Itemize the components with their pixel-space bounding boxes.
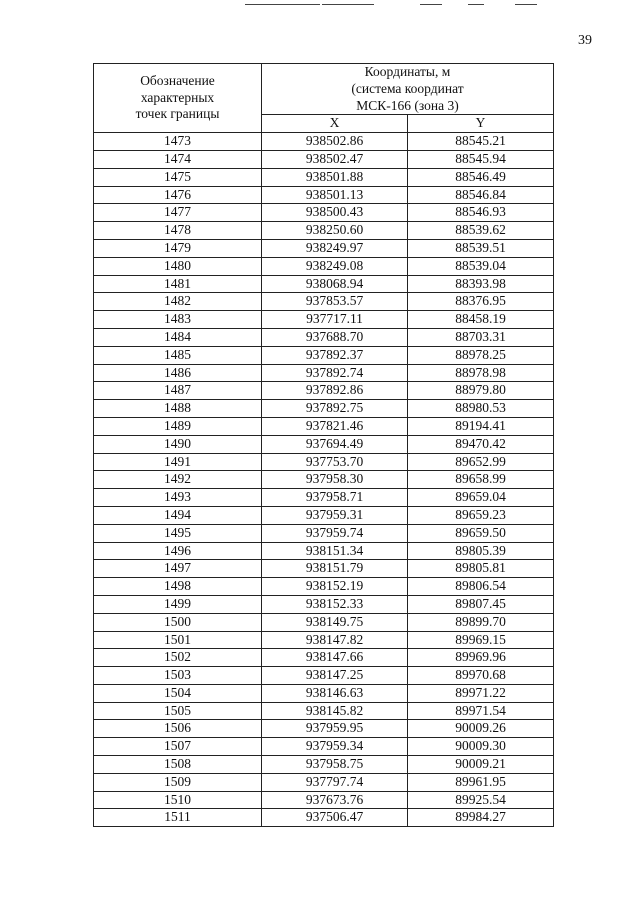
- table-row: [94, 257, 554, 275]
- point-id-cell: 1484: [94, 328, 262, 346]
- x-coordinate-cell: 938501.88: [262, 168, 408, 186]
- y-coordinate-cell: 89805.81: [408, 560, 554, 578]
- table-row: [94, 595, 554, 613]
- y-coordinate-cell: 88545.21: [408, 133, 554, 151]
- point-id-cell: 1495: [94, 524, 262, 542]
- y-coordinate-cell: 89194.41: [408, 417, 554, 435]
- table-row: [94, 204, 554, 222]
- x-coordinate-cell: 937959.74: [262, 524, 408, 542]
- table-row: [94, 720, 554, 738]
- header-coordinates: [262, 64, 554, 115]
- point-id-cell: 1479: [94, 239, 262, 257]
- y-coordinate-cell: 88539.51: [408, 239, 554, 257]
- x-coordinate-cell: 937853.57: [262, 293, 408, 311]
- point-id-cell: 1489: [94, 417, 262, 435]
- y-coordinate-cell: 90009.30: [408, 738, 554, 756]
- table-body: [94, 133, 554, 827]
- x-coordinate-cell: 938502.47: [262, 150, 408, 168]
- y-coordinate-cell: 88539.04: [408, 257, 554, 275]
- x-coordinate-cell: 938152.33: [262, 595, 408, 613]
- table-row: [94, 328, 554, 346]
- y-coordinate-cell: 88545.94: [408, 150, 554, 168]
- y-coordinate-cell: 88703.31: [408, 328, 554, 346]
- point-id-cell: 1502: [94, 649, 262, 667]
- y-coordinate-cell: 89984.27: [408, 809, 554, 827]
- table-row: [94, 667, 554, 685]
- table-row: [94, 453, 554, 471]
- point-id-cell: 1509: [94, 773, 262, 791]
- header-coords-line: (система координат: [351, 80, 464, 96]
- x-coordinate-cell: 938151.34: [262, 542, 408, 560]
- point-id-cell: 1496: [94, 542, 262, 560]
- point-id-cell: 1492: [94, 471, 262, 489]
- header-y: Y: [408, 115, 554, 133]
- y-coordinate-cell: 88978.98: [408, 364, 554, 382]
- table-row: [94, 791, 554, 809]
- x-coordinate-cell: 938152.19: [262, 578, 408, 596]
- table-row: [94, 222, 554, 240]
- table-row: [94, 506, 554, 524]
- x-coordinate-cell: 937959.95: [262, 720, 408, 738]
- point-id-cell: 1486: [94, 364, 262, 382]
- x-coordinate-cell: 937892.37: [262, 346, 408, 364]
- x-coordinate-cell: 937688.70: [262, 328, 408, 346]
- point-id-cell: 1504: [94, 684, 262, 702]
- table-row: [94, 364, 554, 382]
- table-row: [94, 133, 554, 151]
- y-coordinate-cell: 88979.80: [408, 382, 554, 400]
- table-row: [94, 560, 554, 578]
- y-coordinate-cell: 89659.23: [408, 506, 554, 524]
- x-coordinate-cell: 937958.75: [262, 756, 408, 774]
- x-coordinate-cell: 937753.70: [262, 453, 408, 471]
- x-coordinate-cell: 937797.74: [262, 773, 408, 791]
- point-id-cell: 1497: [94, 560, 262, 578]
- point-id-cell: 1493: [94, 489, 262, 507]
- header-point-designation: [94, 64, 262, 133]
- point-id-cell: 1494: [94, 506, 262, 524]
- point-id-cell: 1481: [94, 275, 262, 293]
- y-coordinate-cell: 88546.93: [408, 204, 554, 222]
- y-coordinate-cell: 89807.45: [408, 595, 554, 613]
- y-coordinate-cell: 88546.49: [408, 168, 554, 186]
- y-coordinate-cell: 89659.50: [408, 524, 554, 542]
- y-coordinate-cell: 89652.99: [408, 453, 554, 471]
- scan-artifact-lines: [0, 4, 640, 10]
- table-row: [94, 168, 554, 186]
- point-id-cell: 1478: [94, 222, 262, 240]
- point-id-cell: 1498: [94, 578, 262, 596]
- header-point-line: характерных: [140, 89, 215, 105]
- x-coordinate-cell: 937958.71: [262, 489, 408, 507]
- point-id-cell: 1477: [94, 204, 262, 222]
- table-row: [94, 702, 554, 720]
- table-row: [94, 542, 554, 560]
- x-coordinate-cell: 938250.60: [262, 222, 408, 240]
- table-row: [94, 275, 554, 293]
- x-coordinate-cell: 937959.34: [262, 738, 408, 756]
- table-row: [94, 311, 554, 329]
- table-row: [94, 382, 554, 400]
- y-coordinate-cell: 89970.68: [408, 667, 554, 685]
- table-row: [94, 631, 554, 649]
- point-id-cell: 1483: [94, 311, 262, 329]
- page-number: 39: [578, 33, 592, 48]
- point-id-cell: 1508: [94, 756, 262, 774]
- table-row: [94, 186, 554, 204]
- table-row: [94, 738, 554, 756]
- point-id-cell: 1485: [94, 346, 262, 364]
- y-coordinate-cell: 88546.84: [408, 186, 554, 204]
- table-row: [94, 150, 554, 168]
- y-coordinate-cell: 89470.42: [408, 435, 554, 453]
- table-row: [94, 809, 554, 827]
- table-row: [94, 578, 554, 596]
- x-coordinate-cell: 937892.86: [262, 382, 408, 400]
- header-point-line: точек границы: [135, 106, 220, 122]
- table-row: [94, 613, 554, 631]
- point-id-cell: 1490: [94, 435, 262, 453]
- x-coordinate-cell: 938149.75: [262, 613, 408, 631]
- x-coordinate-cell: 938502.86: [262, 133, 408, 151]
- x-coordinate-cell: 938249.08: [262, 257, 408, 275]
- x-coordinate-cell: 938249.97: [262, 239, 408, 257]
- y-coordinate-cell: 89961.95: [408, 773, 554, 791]
- point-id-cell: 1488: [94, 400, 262, 418]
- y-coordinate-cell: 88539.62: [408, 222, 554, 240]
- y-coordinate-cell: 90009.26: [408, 720, 554, 738]
- point-id-cell: 1482: [94, 293, 262, 311]
- x-coordinate-cell: 938500.43: [262, 204, 408, 222]
- header-coords-line: МСК-166 (зона 3): [356, 97, 459, 113]
- point-id-cell: 1503: [94, 667, 262, 685]
- x-coordinate-cell: 938147.25: [262, 667, 408, 685]
- header-point-line: Обозначение: [140, 72, 215, 88]
- point-id-cell: 1473: [94, 133, 262, 151]
- y-coordinate-cell: 90009.21: [408, 756, 554, 774]
- x-coordinate-cell: 937892.75: [262, 400, 408, 418]
- y-coordinate-cell: 88376.95: [408, 293, 554, 311]
- y-coordinate-cell: 89971.54: [408, 702, 554, 720]
- y-coordinate-cell: 88393.98: [408, 275, 554, 293]
- y-coordinate-cell: 89899.70: [408, 613, 554, 631]
- x-coordinate-cell: 937717.11: [262, 311, 408, 329]
- coordinates-table: [93, 63, 554, 827]
- x-coordinate-cell: 938151.79: [262, 560, 408, 578]
- x-coordinate-cell: 937821.46: [262, 417, 408, 435]
- point-id-cell: 1474: [94, 150, 262, 168]
- point-id-cell: 1510: [94, 791, 262, 809]
- x-coordinate-cell: 937694.49: [262, 435, 408, 453]
- x-coordinate-cell: 937506.47: [262, 809, 408, 827]
- x-coordinate-cell: 938145.82: [262, 702, 408, 720]
- y-coordinate-cell: 89659.04: [408, 489, 554, 507]
- y-coordinate-cell: 89806.54: [408, 578, 554, 596]
- x-coordinate-cell: 938147.82: [262, 631, 408, 649]
- table-row: [94, 239, 554, 257]
- table-row: [94, 417, 554, 435]
- x-coordinate-cell: 937959.31: [262, 506, 408, 524]
- table-row: [94, 684, 554, 702]
- x-coordinate-cell: 938146.63: [262, 684, 408, 702]
- table-row: [94, 471, 554, 489]
- y-coordinate-cell: 89658.99: [408, 471, 554, 489]
- x-coordinate-cell: 938147.66: [262, 649, 408, 667]
- table-row: [94, 756, 554, 774]
- point-id-cell: 1507: [94, 738, 262, 756]
- table-row: [94, 649, 554, 667]
- table-row: [94, 293, 554, 311]
- point-id-cell: 1475: [94, 168, 262, 186]
- table-row: [94, 400, 554, 418]
- header-coords-line: Координаты, м: [364, 64, 451, 79]
- point-id-cell: 1499: [94, 595, 262, 613]
- y-coordinate-cell: 89805.39: [408, 542, 554, 560]
- point-id-cell: 1511: [94, 809, 262, 827]
- x-coordinate-cell: 937673.76: [262, 791, 408, 809]
- table-row: [94, 524, 554, 542]
- y-coordinate-cell: 88978.25: [408, 346, 554, 364]
- y-coordinate-cell: 89969.15: [408, 631, 554, 649]
- y-coordinate-cell: 89971.22: [408, 684, 554, 702]
- point-id-cell: 1476: [94, 186, 262, 204]
- point-id-cell: 1501: [94, 631, 262, 649]
- header-x: X: [262, 115, 408, 133]
- point-id-cell: 1487: [94, 382, 262, 400]
- table-row: [94, 773, 554, 791]
- y-coordinate-cell: 88458.19: [408, 311, 554, 329]
- x-coordinate-cell: 937958.30: [262, 471, 408, 489]
- y-coordinate-cell: 89969.96: [408, 649, 554, 667]
- y-coordinate-cell: 88980.53: [408, 400, 554, 418]
- y-coordinate-cell: 89925.54: [408, 791, 554, 809]
- table-row: [94, 489, 554, 507]
- x-coordinate-cell: 937892.74: [262, 364, 408, 382]
- point-id-cell: 1505: [94, 702, 262, 720]
- x-coordinate-cell: 938501.13: [262, 186, 408, 204]
- point-id-cell: 1491: [94, 453, 262, 471]
- x-coordinate-cell: 938068.94: [262, 275, 408, 293]
- point-id-cell: 1506: [94, 720, 262, 738]
- point-id-cell: 1480: [94, 257, 262, 275]
- point-id-cell: 1500: [94, 613, 262, 631]
- table-row: [94, 346, 554, 364]
- table-row: [94, 435, 554, 453]
